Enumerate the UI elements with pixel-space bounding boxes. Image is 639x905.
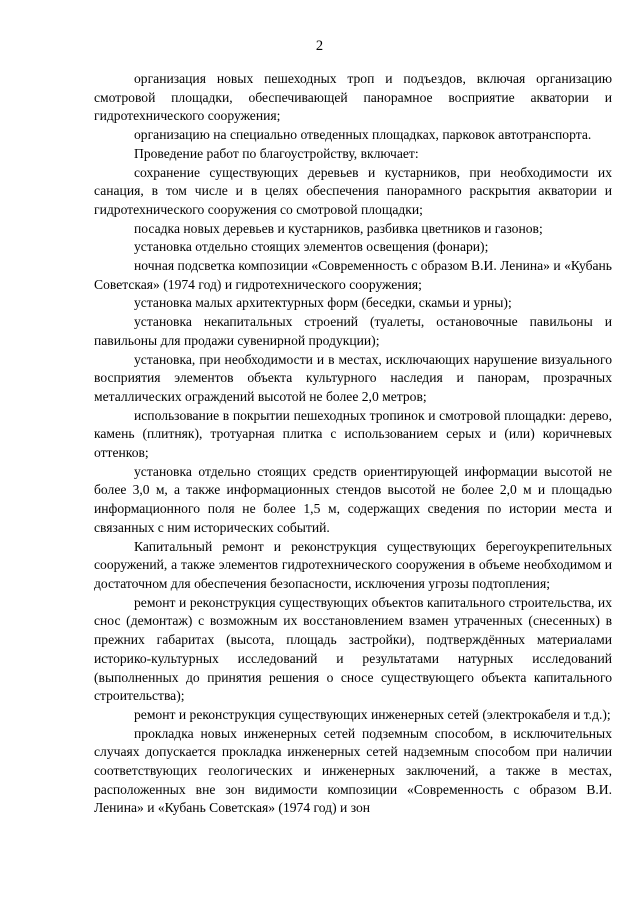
paragraph-night-illumination: ночная подсветка композиции «Современность с образом В.И. Ленина» и «Кубань Советская» (1974 год) и гидротехнического сооружения; [94, 258, 612, 292]
paragraph-lighting: установка отдельно стоящих элементов освещения (фонари); [134, 239, 489, 255]
paragraph-fencing: установка, при необходимости и в местах, исключающих нарушение визуального восприятия элементов объекта культурного наследия и панорам, прозрачных металлических ограждений высотой не более 2,0 метров; [94, 351, 612, 404]
paragraph-new-utilities: прокладка новых инженерных сетей подземным способом, в исключительных случаях допускается прокладка инженерных сетей надземным способом при наличии соответствующих геологических и инженерных заключений, а также в местах, расположенных вне зон видимости композиции «Современность с образом В.И. Ленина» и «Кубань Советская» (1974 год) и зон [94, 725, 612, 816]
paragraph-pedestrian-paths: организация новых пешеходных троп и подъездов, включая организацию смотровой площадки, обеспечивающей панорамное восприятие акватории и гидротехнического сооружения; [94, 71, 612, 124]
paragraph-paving: использование в покрытии пешеходных тропинок и смотровой площадки: дерево, камень (плитняк), тротуарная плитка с использованием серых и (или) коричневых оттенков; [94, 407, 612, 461]
paragraph-utility-repair: ремонт и реконструкция существующих инженерных сетей (электрокабеля и т.д.); [134, 706, 611, 722]
document-body [94, 70, 612, 818]
paragraph-landscaping-intro: Проведение работ по благоустройству, включает: [134, 145, 419, 161]
paragraph-bank-protection: Капитальный ремонт и реконструкция существующих берегоукрепительных сооружений, а также элементов гидротехнического сооружения в объеме необходимом и достаточном для обеспечения безопасности, исключения угрозы подтопления; [94, 538, 612, 591]
paragraph-information-stands: установка отдельно стоящих средств ориентирующей информации высотой не более 3,0 м, а также информационных стендов высотой не более 2,0 м и площадью информационного поля не более 1,5 м, содержащих сведения по истории места и связанных с ним исторических событий. [94, 463, 612, 535]
paragraph-tree-preservation: сохранение существующих деревьев и кустарников, при необходимости их санация, в том числе и в целях обеспечения панорамного раскрытия акватории и гидротехнического сооружения со смотровой площадки; [94, 164, 612, 217]
paragraph-parking: организацию на специально отведенных площадках, парковок автотранспорта. [134, 127, 592, 143]
paragraph-small-forms: установка малых архитектурных форм (беседки, скамьи и урны); [134, 295, 512, 311]
page-number: 2 [315, 38, 324, 54]
paragraph-capital-construction: ремонт и реконструкция существующих объектов капитального строительства, их снос (демонтаж) с возможным их восстановлением взамен утраченных (снесенных) в прежних габаритах (высота, площадь застройки), подтверждённых материалами историко-культурных исследований и результатами натурных исследований (выполненных до принятия решения о сносе существующего объекта капитального строительства); [94, 594, 612, 704]
paragraph-temporary-structures: установка некапитальных строений (туалеты, остановочные павильоны и павильоны для продажи сувенирной продукции); [94, 314, 612, 348]
paragraph-tree-planting: посадка новых деревьев и кустарников, разбивка цветников и газонов; [134, 220, 543, 236]
